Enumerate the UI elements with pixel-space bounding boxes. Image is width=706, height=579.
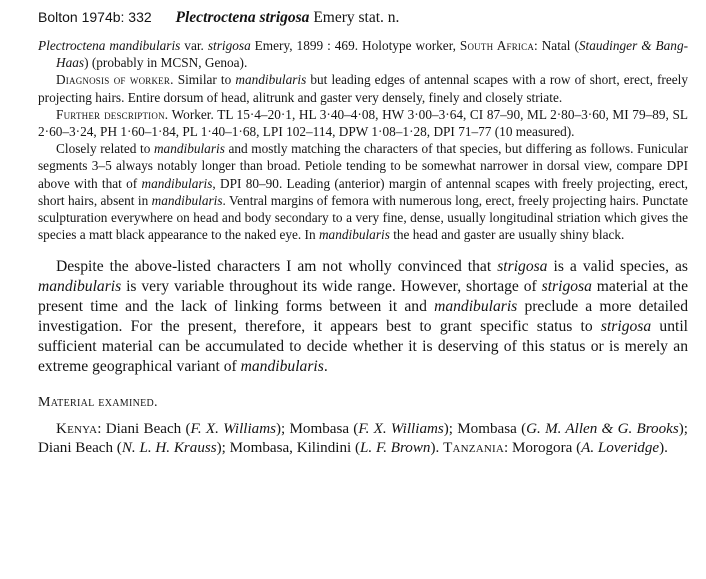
diagnosis-label: Diagnosis of worker. bbox=[56, 72, 174, 88]
citation: Bolton 1974b: 332 bbox=[38, 9, 152, 25]
taxon-name: Plectroctena strigosa bbox=[175, 9, 310, 26]
description-block bbox=[38, 37, 688, 243]
comparison-paragraph: Closely related to mandibularis and mostly matching the characters of that species, but differing as follows. Funicular segments 3–5 always notably longer than broad. Petiole tending to be somewhat narrower in dorsal view, compare DPI above with that of mandibularis, DPI 80–90. Leading (anterior) margin of antennal scapes with freely projecting, erect, short hairs, absent in mandibularis. Ventral margins of femora with numerous long, erect, freely projecting hairs. Punctate sculpturation everywhere on head and body secondary to a very fine, dense, usually longitudinal striation which gives the species a matt black appearance to the naked eye. In mandibularis the head and gaster are usually shiny black. bbox=[38, 141, 688, 243]
discussion-block bbox=[38, 257, 688, 376]
synonym-name: Plectroctena mandibularis bbox=[38, 38, 181, 53]
country-kenya: Kenya bbox=[56, 420, 98, 437]
further-description-label: Further description. bbox=[56, 106, 169, 122]
country-name: South Africa bbox=[459, 38, 535, 53]
taxon-suffix: Emery stat. n. bbox=[313, 9, 400, 26]
material-block bbox=[38, 420, 688, 459]
variety-name: strigosa bbox=[207, 38, 251, 53]
synonymy-paragraph: Plectroctena mandibularis var. strigosa Emery, 1899 : 469. Holotype worker, South Africa: Natal (Staudinger & Bang-Haas) (probably in MCSN, Genoa). bbox=[38, 38, 689, 71]
diagnosis-paragraph: Diagnosis of worker. Similar to mandibularis but leading edges of antennal scapes with a row of short, erect, freely projecting hairs. Entire dorsum of head, alitrunk and gaster very densely, finely and closely striate. bbox=[38, 72, 688, 105]
measurements: Worker. TL 15·4–20·1, HL 3·40–4·08, HW 3·00–3·64, CI 87–90, ML 2·80–3·60, MI 79–89, SL 2·60–3·24, PH 1·60–1·84, PL 1·40–1·68, LPI 102–114, DPW 1·08–1·28, DPI 71–77 (10 measured). bbox=[38, 106, 688, 140]
country-tanzania: Tanzania bbox=[443, 440, 504, 457]
species-header bbox=[38, 6, 688, 29]
material-heading: Material examined. bbox=[38, 394, 158, 410]
material-paragraph: Kenya: Diani Beach (F. X. Williams); Mombasa (F. X. Williams); Mombasa (G. M. Allen & G. Brooks); Diani Beach (N. L. H. Krauss); Mombasa, Kilindini (L. F. Brown). Tanzania: Morogora (A. Loveridge). bbox=[38, 420, 688, 457]
discussion-paragraph: Despite the above-listed characters I am not wholly convinced that strigosa is a valid species, as mandibularis is very variable throughout its wide range. However, shortage of strigosa material at the present time and the lack of linking forms between it and mandibularis preclude a more detailed investigation. For the present, therefore, it appears best to grant specific status to strigosa until sufficient material can be accumulated to decide whether it is deserving of this status or is merely an extreme geographical variant of mandibularis. bbox=[38, 258, 689, 375]
collector-name: Staudinger & Bang-Haas bbox=[56, 38, 689, 71]
further-description-paragraph bbox=[38, 106, 688, 140]
